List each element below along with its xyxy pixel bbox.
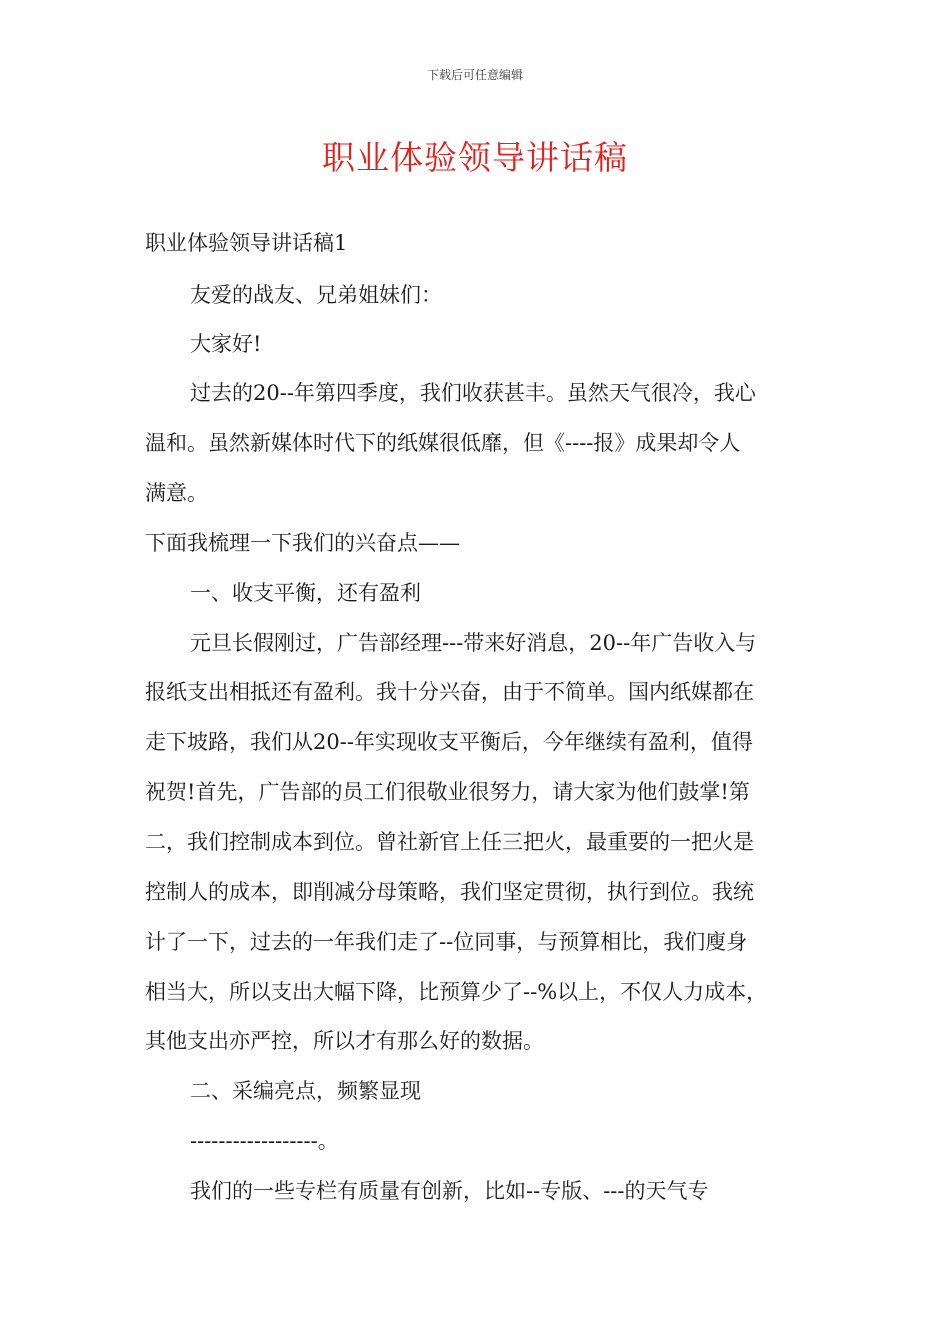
paragraph-line: 相当大，所以支出大幅下降，比预算少了--%以上，不仅人力成本，: [145, 980, 768, 1004]
paragraph-line: 温和。虽然新媒体时代下的纸媒很低靡，但《----报》成果却令人: [145, 431, 741, 455]
paragraph-line: 下面我梳理一下我们的兴奋点——: [145, 531, 460, 555]
paragraph-line: 控制人的成本，即削减分母策略，我们坚定贯彻，执行到位。我统: [145, 880, 754, 904]
paragraph-line: 报纸支出相抵还有盈利。我十分兴奋，由于不简单。国内纸媒都在: [145, 680, 754, 704]
greeting-line: 大家好!: [190, 332, 262, 356]
paragraph-line: 过去的20--年第四季度，我们收获甚丰。虽然天气很冷，我心: [190, 381, 756, 405]
paragraph-line: 我们的一些专栏有质量有创新，比如--专版、---的天气专: [190, 1179, 709, 1203]
paragraph-line: 计了一下，过去的一年我们走了--位同事，与预算相比，我们廋身: [145, 930, 748, 954]
section-heading: 职业体验领导讲话稿1: [145, 231, 348, 255]
subheading: 一、收支平衡，还有盈利: [190, 581, 421, 605]
paragraph-line: 二，我们控制成本到位。曾社新官上任三把火，最重要的一把火是: [145, 830, 754, 854]
greeting-line: 友爱的战友、兄弟姐妹们：: [190, 283, 442, 307]
paragraph-line: 元旦长假刚过，广告部经理---带来好消息，20--年广告收入与: [190, 631, 757, 655]
subheading: 二、采编亮点，频繁显现: [190, 1079, 421, 1103]
document-title: 职业体验领导讲话稿: [322, 138, 628, 177]
paragraph-line: 走下坡路，我们从20--年实现收支平衡后，今年继续有盈利，值得: [145, 730, 753, 754]
paragraph-line: 祝贺!首先，广告部的员工们很敬业很努力，请大家为他们鼓掌!第: [145, 780, 750, 804]
paragraph-line: ------------------。: [190, 1129, 339, 1153]
paragraph-line: 满意。: [145, 481, 208, 505]
header-note: 下载后可任意编辑: [426, 68, 523, 82]
paragraph-line: 其他支出亦严控，所以才有那么好的数据。: [145, 1029, 544, 1053]
